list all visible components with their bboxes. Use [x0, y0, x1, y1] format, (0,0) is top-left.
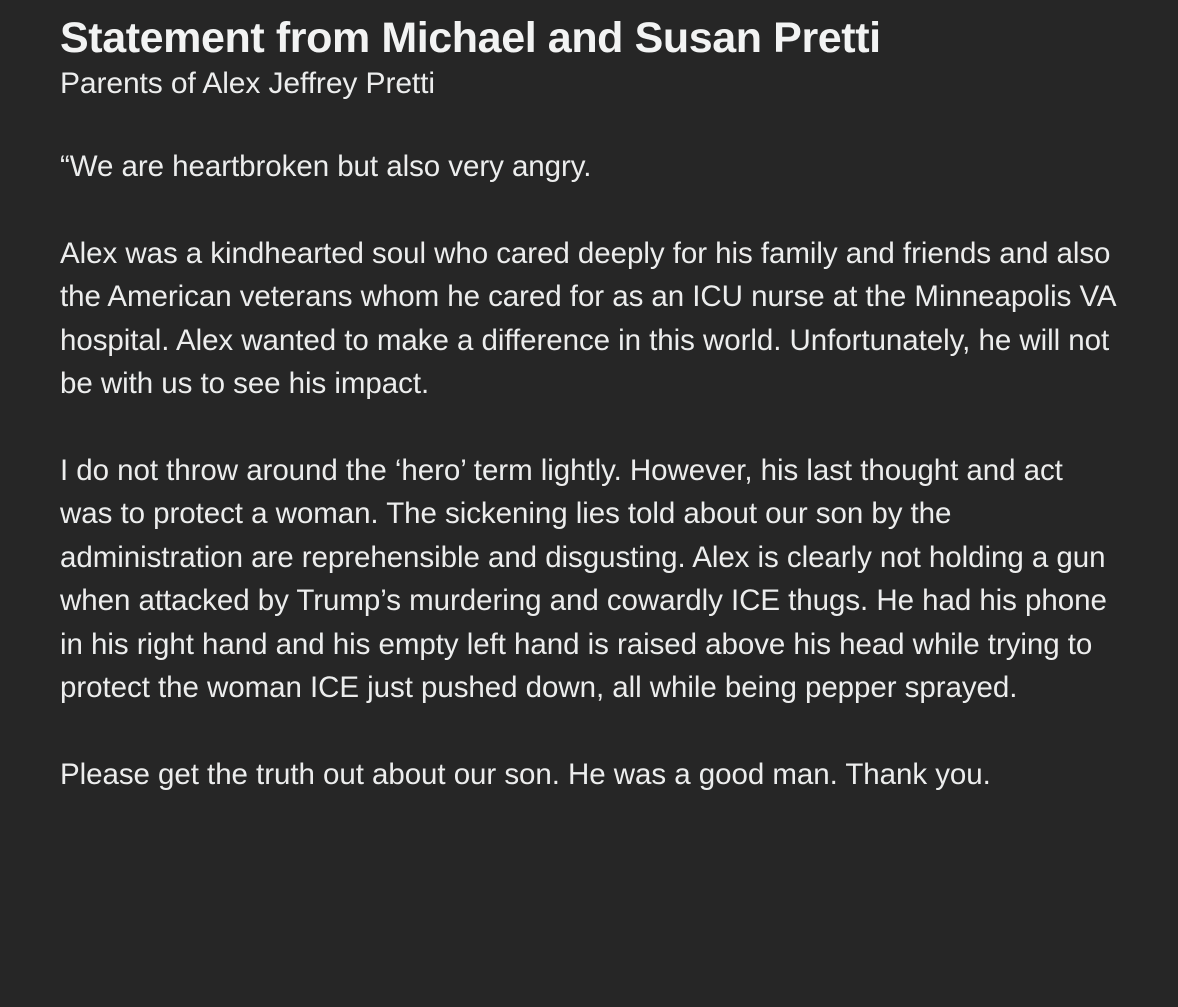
page-title: Statement from Michael and Susan Pretti	[60, 14, 881, 62]
statement-paragraph-2: Alex was a kindhearted soul who cared deeply for his family and friends and also the American veterans whom he cared for as an ICU nurse at the Minneapolis VA hospital. Alex wanted to make a difference in this world. Unfortunately, he will not be with us to see his impact.	[60, 236, 1115, 401]
statement-paragraph-3: I do not throw around the ‘hero’ term lightly. However, his last thought and act was to protect a woman. The sickening lies told about our son by the administration are reprehensible and disgusting. Alex is clearly not holding a gun when attacked by Trump’s murdering and cowardly ICE thugs. He had his phone in his right hand and his empty left hand is raised above his head while trying to protect the woman ICE just pushed down, all while being pepper sprayed.	[60, 453, 1107, 705]
spacer-2	[60, 406, 1116, 449]
spacer-after-subtitle	[60, 102, 1116, 145]
statement-paragraph-1: “We are heartbroken but also very angry.	[60, 150, 592, 184]
statement-paragraph-4: Please get the truth out about our son. He was a good man. Thank you.	[60, 757, 991, 791]
spacer-1	[60, 189, 1116, 232]
page-subtitle: Parents of Alex Jeffrey Pretti	[60, 67, 435, 101]
spacer-3	[60, 710, 1116, 753]
